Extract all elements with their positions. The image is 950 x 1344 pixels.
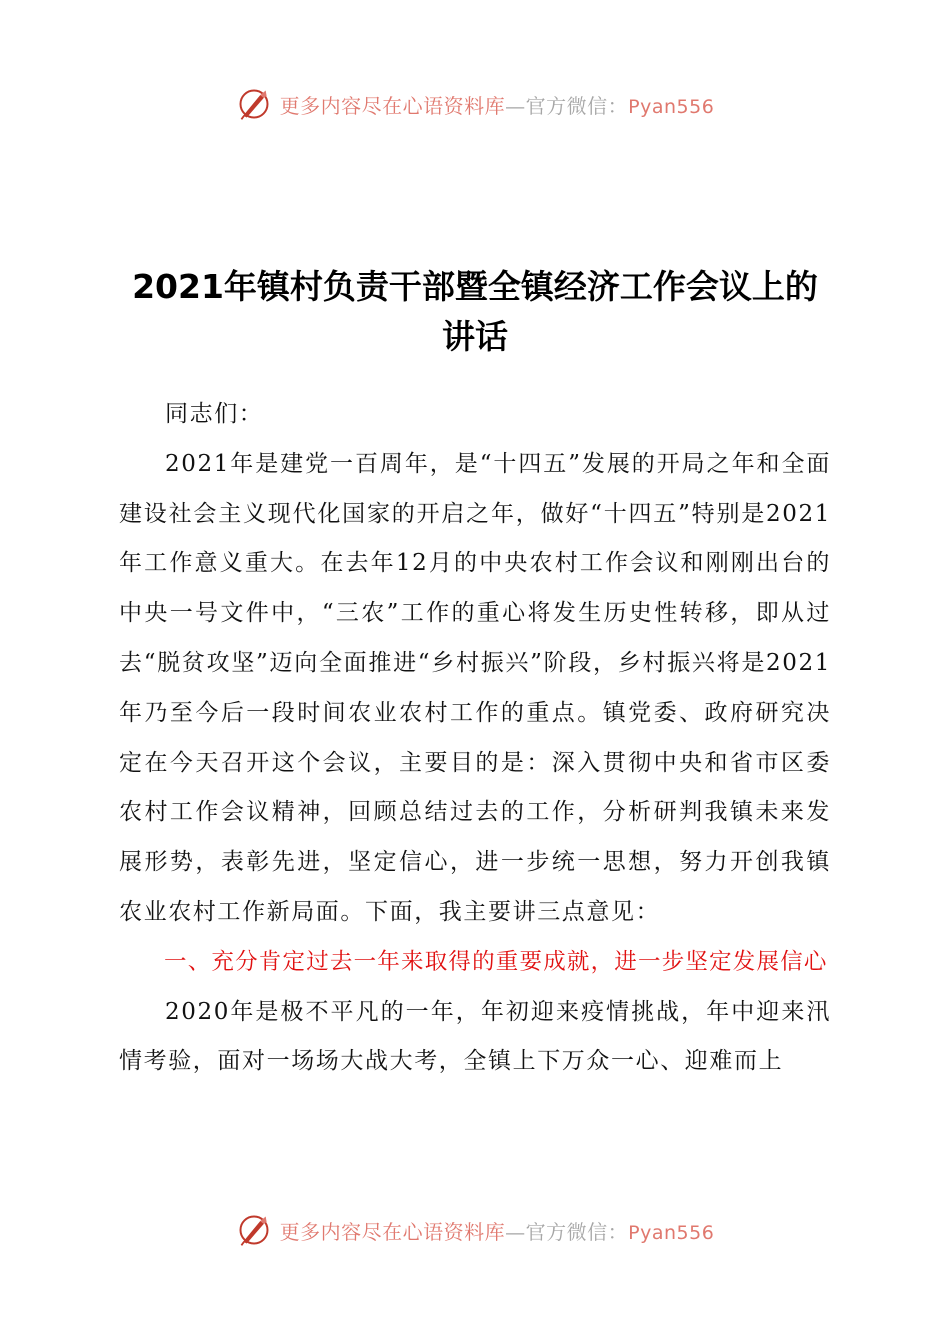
watermark-brand: 更多内容尽在心语资料库 (279, 1219, 506, 1244)
watermark-brand: 更多内容尽在心语资料库 (279, 93, 506, 118)
watermark-wechat-id: Pyan556 (628, 95, 715, 118)
paragraph-intro: 2021年是建党一百周年，是“十四五”发展的开局之年和全面建设社会主义现代化国家的开启之年，做好“十四五”特别是2021年工作意义重大。在去年12月的中央农村工作会议和刚刚出台的中央一号文件中，“三农”工作的重心将发生历史性转移，即从过去“脱贫攻坚”迈向全面推进“乡村振兴”阶段，乡村振兴将是2021年乃至今后一段时间农业农村工作的重点。镇党委、政府研究决定在今天召开这个会议，主要目的是：深入贯彻中央和省市区委农村工作会议精神，回顾总结过去的工作，分析研判我镇未来发展形势，表彰先进，坚定信心，进一步统一思想，努力开创我镇农业农村工作新局面。下面，我主要讲三点意见： (119, 450, 831, 925)
title-line-2: 讲话 (442, 317, 508, 356)
title-line-1: 2021年镇村负责干部暨全镇经济工作会议上的 (132, 267, 818, 306)
watermark-wechat-id: Pyan556 (628, 1221, 715, 1244)
section-heading-1: 一、充分肯定过去一年来取得的重要成就，进一步坚定发展信心 (164, 948, 828, 975)
watermark-dash: — (505, 1219, 526, 1244)
footer-watermark (0, 1208, 950, 1252)
watermark-dash: — (505, 93, 526, 118)
pen-quill-logo-icon (236, 86, 272, 122)
watermark-wechat-label: 官方微信： (525, 1219, 629, 1244)
watermark-wechat-label: 官方微信： (525, 93, 629, 118)
document-title (110, 262, 840, 362)
watermark-text (280, 1216, 715, 1245)
document-body (119, 390, 831, 1087)
header-watermark (0, 82, 950, 126)
watermark-text (280, 90, 715, 119)
paragraph-section-1: 2020年是极不平凡的一年，年初迎来疫情挑战，年中迎来汛情考验，面对一场场大战大考，全镇上下万众一心、迎难而上 (119, 998, 831, 1075)
pen-quill-logo-icon (236, 1212, 272, 1248)
salutation: 同志们： (165, 401, 264, 427)
